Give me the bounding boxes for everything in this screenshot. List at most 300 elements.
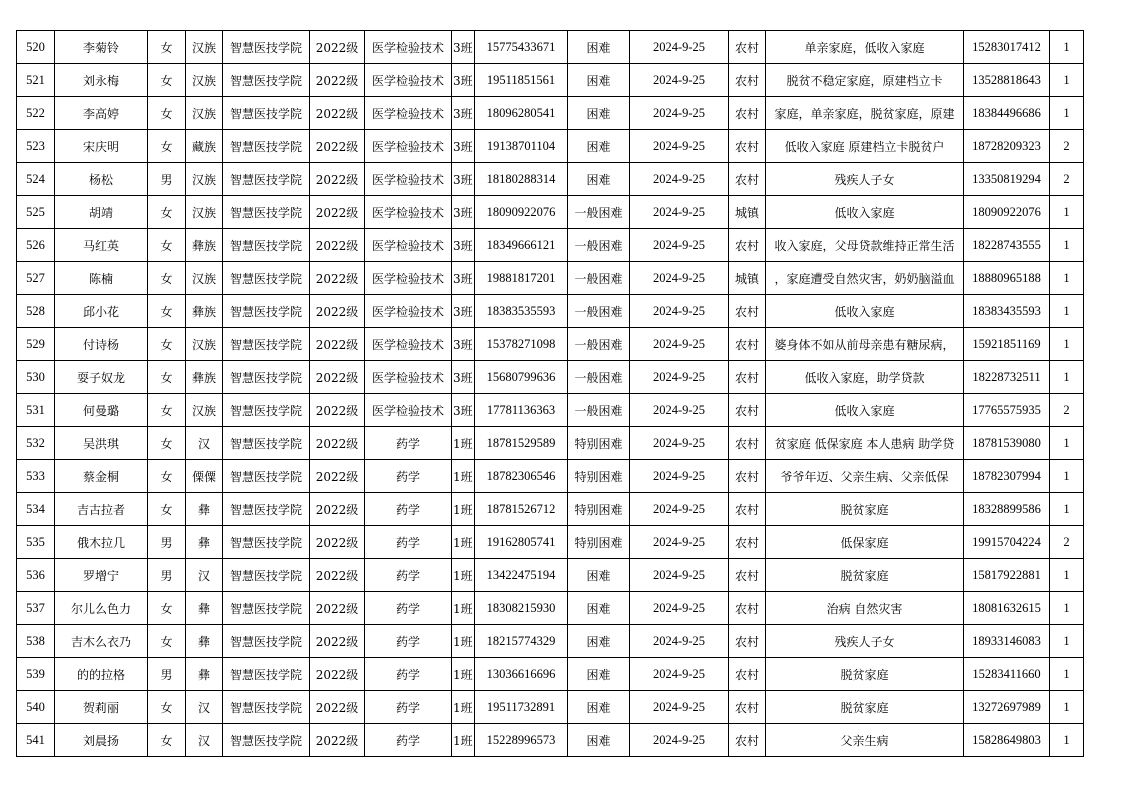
difficulty-level-cell: 困难 xyxy=(568,130,630,163)
class-cell: 3班 xyxy=(452,361,475,394)
contact-phone-cell: 15828649803 xyxy=(964,724,1050,757)
ethnicity-cell: 汉 xyxy=(186,427,223,460)
family-situation-cell: 低收入家庭，助学贷款 xyxy=(766,361,964,394)
count-cell: 1 xyxy=(1050,493,1084,526)
contact-phone-cell: 15817922881 xyxy=(964,559,1050,592)
gender-cell: 女 xyxy=(148,31,186,64)
phone-cell: 18349666121 xyxy=(475,229,568,262)
count-cell: 1 xyxy=(1050,427,1084,460)
phone-cell: 18215774329 xyxy=(475,625,568,658)
grade-cell: 2022级 xyxy=(310,229,365,262)
residence-cell: 农村 xyxy=(729,724,766,757)
major-cell: 药学 xyxy=(365,658,452,691)
college-cell: 智慧医技学院 xyxy=(223,130,310,163)
student-name-cell: 付诗杨 xyxy=(55,328,148,361)
date-cell: 2024-9-25 xyxy=(630,559,729,592)
phone-cell: 19881817201 xyxy=(475,262,568,295)
table-row xyxy=(17,724,1084,757)
residence-cell: 农村 xyxy=(729,526,766,559)
date-cell: 2024-9-25 xyxy=(630,229,729,262)
class-cell: 3班 xyxy=(452,31,475,64)
table-row xyxy=(17,361,1084,394)
count-cell: 1 xyxy=(1050,460,1084,493)
date-cell: 2024-9-25 xyxy=(630,31,729,64)
college-cell: 智慧医技学院 xyxy=(223,97,310,130)
residence-cell: 农村 xyxy=(729,130,766,163)
count-cell: 1 xyxy=(1050,64,1084,97)
table-row xyxy=(17,196,1084,229)
family-situation-cell: 婆身体不如从前母亲患有糖尿病， xyxy=(766,328,964,361)
row-number-cell: 534 xyxy=(17,493,55,526)
table-row xyxy=(17,460,1084,493)
family-situation-cell: 脱贫家庭 xyxy=(766,658,964,691)
phone-cell: 19138701104 xyxy=(475,130,568,163)
residence-cell: 农村 xyxy=(729,460,766,493)
date-cell: 2024-9-25 xyxy=(630,64,729,97)
college-cell: 智慧医技学院 xyxy=(223,559,310,592)
contact-phone-cell: 18782307994 xyxy=(964,460,1050,493)
student-name-cell: 罗增宁 xyxy=(55,559,148,592)
ethnicity-cell: 汉族 xyxy=(186,64,223,97)
ethnicity-cell: 彝 xyxy=(186,625,223,658)
contact-phone-cell: 18228732511 xyxy=(964,361,1050,394)
date-cell: 2024-9-25 xyxy=(630,691,729,724)
family-situation-cell: 贫家庭 低保家庭 本人患病 助学贷 xyxy=(766,427,964,460)
residence-cell: 农村 xyxy=(729,691,766,724)
college-cell: 智慧医技学院 xyxy=(223,658,310,691)
contact-phone-cell: 13272697989 xyxy=(964,691,1050,724)
gender-cell: 女 xyxy=(148,460,186,493)
count-cell: 1 xyxy=(1050,592,1084,625)
table-row xyxy=(17,526,1084,559)
count-cell: 1 xyxy=(1050,691,1084,724)
contact-phone-cell: 18081632615 xyxy=(964,592,1050,625)
difficulty-level-cell: 特别困难 xyxy=(568,460,630,493)
class-cell: 1班 xyxy=(452,691,475,724)
difficulty-level-cell: 一般困难 xyxy=(568,196,630,229)
row-number-cell: 529 xyxy=(17,328,55,361)
grade-cell: 2022级 xyxy=(310,196,365,229)
gender-cell: 女 xyxy=(148,130,186,163)
row-number-cell: 527 xyxy=(17,262,55,295)
phone-cell: 15680799636 xyxy=(475,361,568,394)
table-row xyxy=(17,229,1084,262)
college-cell: 智慧医技学院 xyxy=(223,526,310,559)
college-cell: 智慧医技学院 xyxy=(223,262,310,295)
college-cell: 智慧医技学院 xyxy=(223,691,310,724)
date-cell: 2024-9-25 xyxy=(630,625,729,658)
date-cell: 2024-9-25 xyxy=(630,724,729,757)
residence-cell: 农村 xyxy=(729,427,766,460)
college-cell: 智慧医技学院 xyxy=(223,295,310,328)
ethnicity-cell: 彝族 xyxy=(186,295,223,328)
contact-phone-cell: 19915704224 xyxy=(964,526,1050,559)
table-row xyxy=(17,31,1084,64)
ethnicity-cell: 彝 xyxy=(186,493,223,526)
gender-cell: 男 xyxy=(148,163,186,196)
row-number-cell: 530 xyxy=(17,361,55,394)
table-row xyxy=(17,394,1084,427)
count-cell: 1 xyxy=(1050,361,1084,394)
difficulty-level-cell: 特别困难 xyxy=(568,493,630,526)
student-name-cell: 吉木么衣乃 xyxy=(55,625,148,658)
table-row xyxy=(17,163,1084,196)
residence-cell: 城镇 xyxy=(729,196,766,229)
phone-cell: 18180288314 xyxy=(475,163,568,196)
phone-cell: 15378271098 xyxy=(475,328,568,361)
class-cell: 3班 xyxy=(452,262,475,295)
class-cell: 3班 xyxy=(452,130,475,163)
phone-cell: 17781136363 xyxy=(475,394,568,427)
college-cell: 智慧医技学院 xyxy=(223,460,310,493)
ethnicity-cell: 汉族 xyxy=(186,163,223,196)
phone-cell: 19511851561 xyxy=(475,64,568,97)
major-cell: 药学 xyxy=(365,724,452,757)
grade-cell: 2022级 xyxy=(310,427,365,460)
phone-cell: 18383535593 xyxy=(475,295,568,328)
grade-cell: 2022级 xyxy=(310,295,365,328)
grade-cell: 2022级 xyxy=(310,262,365,295)
grade-cell: 2022级 xyxy=(310,163,365,196)
residence-cell: 农村 xyxy=(729,97,766,130)
table-row xyxy=(17,64,1084,97)
count-cell: 1 xyxy=(1050,658,1084,691)
residence-cell: 农村 xyxy=(729,295,766,328)
student-name-cell: 蔡金桐 xyxy=(55,460,148,493)
residence-cell: 农村 xyxy=(729,31,766,64)
date-cell: 2024-9-25 xyxy=(630,493,729,526)
college-cell: 智慧医技学院 xyxy=(223,163,310,196)
difficulty-level-cell: 困难 xyxy=(568,559,630,592)
family-situation-cell: 脱贫家庭 xyxy=(766,559,964,592)
residence-cell: 农村 xyxy=(729,592,766,625)
family-situation-cell: 低收入家庭 xyxy=(766,295,964,328)
college-cell: 智慧医技学院 xyxy=(223,724,310,757)
family-situation-cell: 治病 自然灾害 xyxy=(766,592,964,625)
grade-cell: 2022级 xyxy=(310,658,365,691)
difficulty-level-cell: 困难 xyxy=(568,658,630,691)
phone-cell: 18781526712 xyxy=(475,493,568,526)
major-cell: 医学检验技术 xyxy=(365,163,452,196)
phone-cell: 18308215930 xyxy=(475,592,568,625)
count-cell: 1 xyxy=(1050,559,1084,592)
class-cell: 3班 xyxy=(452,163,475,196)
major-cell: 药学 xyxy=(365,526,452,559)
student-name-cell: 邱小花 xyxy=(55,295,148,328)
date-cell: 2024-9-25 xyxy=(630,262,729,295)
grade-cell: 2022级 xyxy=(310,559,365,592)
table-row xyxy=(17,130,1084,163)
family-situation-cell: 收入家庭，父母贷款维持正常生活 xyxy=(766,229,964,262)
residence-cell: 农村 xyxy=(729,394,766,427)
contact-phone-cell: 18328899586 xyxy=(964,493,1050,526)
phone-cell: 19511732891 xyxy=(475,691,568,724)
ethnicity-cell: 彝族 xyxy=(186,229,223,262)
gender-cell: 女 xyxy=(148,328,186,361)
date-cell: 2024-9-25 xyxy=(630,460,729,493)
count-cell: 2 xyxy=(1050,163,1084,196)
row-number-cell: 521 xyxy=(17,64,55,97)
row-number-cell: 532 xyxy=(17,427,55,460)
grade-cell: 2022级 xyxy=(310,493,365,526)
ethnicity-cell: 汉族 xyxy=(186,394,223,427)
family-situation-cell: 脱贫家庭 xyxy=(766,493,964,526)
major-cell: 医学检验技术 xyxy=(365,196,452,229)
difficulty-level-cell: 困难 xyxy=(568,97,630,130)
ethnicity-cell: 汉族 xyxy=(186,262,223,295)
table-row xyxy=(17,625,1084,658)
class-cell: 1班 xyxy=(452,559,475,592)
date-cell: 2024-9-25 xyxy=(630,592,729,625)
family-situation-cell: 脱贫家庭 xyxy=(766,691,964,724)
major-cell: 医学检验技术 xyxy=(365,97,452,130)
date-cell: 2024-9-25 xyxy=(630,658,729,691)
ethnicity-cell: 汉族 xyxy=(186,97,223,130)
contact-phone-cell: 13350819294 xyxy=(964,163,1050,196)
college-cell: 智慧医技学院 xyxy=(223,493,310,526)
row-number-cell: 537 xyxy=(17,592,55,625)
class-cell: 1班 xyxy=(452,658,475,691)
grade-cell: 2022级 xyxy=(310,328,365,361)
count-cell: 1 xyxy=(1050,295,1084,328)
difficulty-level-cell: 特别困难 xyxy=(568,526,630,559)
contact-phone-cell: 18383435593 xyxy=(964,295,1050,328)
contact-phone-cell: 18228743555 xyxy=(964,229,1050,262)
gender-cell: 女 xyxy=(148,64,186,97)
ethnicity-cell: 彝 xyxy=(186,526,223,559)
grade-cell: 2022级 xyxy=(310,64,365,97)
gender-cell: 女 xyxy=(148,427,186,460)
grade-cell: 2022级 xyxy=(310,724,365,757)
row-number-cell: 536 xyxy=(17,559,55,592)
count-cell: 1 xyxy=(1050,97,1084,130)
row-number-cell: 531 xyxy=(17,394,55,427)
row-number-cell: 539 xyxy=(17,658,55,691)
gender-cell: 女 xyxy=(148,361,186,394)
class-cell: 1班 xyxy=(452,526,475,559)
ethnicity-cell: 汉 xyxy=(186,559,223,592)
residence-cell: 农村 xyxy=(729,361,766,394)
gender-cell: 女 xyxy=(148,229,186,262)
ethnicity-cell: 汉 xyxy=(186,724,223,757)
row-number-cell: 528 xyxy=(17,295,55,328)
count-cell: 2 xyxy=(1050,526,1084,559)
difficulty-level-cell: 一般困难 xyxy=(568,361,630,394)
student-name-cell: 尔儿么色力 xyxy=(55,592,148,625)
class-cell: 3班 xyxy=(452,97,475,130)
gender-cell: 女 xyxy=(148,394,186,427)
major-cell: 医学检验技术 xyxy=(365,328,452,361)
student-name-cell: 杨松 xyxy=(55,163,148,196)
class-cell: 3班 xyxy=(452,64,475,97)
contact-phone-cell: 18781539080 xyxy=(964,427,1050,460)
residence-cell: 农村 xyxy=(729,229,766,262)
count-cell: 1 xyxy=(1050,31,1084,64)
family-situation-cell: 低收入家庭 xyxy=(766,394,964,427)
major-cell: 医学检验技术 xyxy=(365,295,452,328)
gender-cell: 男 xyxy=(148,658,186,691)
difficulty-level-cell: 一般困难 xyxy=(568,394,630,427)
count-cell: 2 xyxy=(1050,394,1084,427)
row-number-cell: 524 xyxy=(17,163,55,196)
major-cell: 药学 xyxy=(365,460,452,493)
residence-cell: 农村 xyxy=(729,559,766,592)
difficulty-level-cell: 一般困难 xyxy=(568,229,630,262)
phone-cell: 18782306546 xyxy=(475,460,568,493)
major-cell: 医学检验技术 xyxy=(365,394,452,427)
ethnicity-cell: 汉族 xyxy=(186,328,223,361)
major-cell: 药学 xyxy=(365,625,452,658)
contact-phone-cell: 15283017412 xyxy=(964,31,1050,64)
date-cell: 2024-9-25 xyxy=(630,295,729,328)
difficulty-level-cell: 困难 xyxy=(568,625,630,658)
date-cell: 2024-9-25 xyxy=(630,163,729,196)
gender-cell: 女 xyxy=(148,724,186,757)
ethnicity-cell: 藏族 xyxy=(186,130,223,163)
college-cell: 智慧医技学院 xyxy=(223,592,310,625)
table-row xyxy=(17,328,1084,361)
residence-cell: 农村 xyxy=(729,493,766,526)
phone-cell: 13036616696 xyxy=(475,658,568,691)
gender-cell: 男 xyxy=(148,559,186,592)
date-cell: 2024-9-25 xyxy=(630,196,729,229)
college-cell: 智慧医技学院 xyxy=(223,31,310,64)
contact-phone-cell: 18728209323 xyxy=(964,130,1050,163)
contact-phone-cell: 18384496686 xyxy=(964,97,1050,130)
difficulty-level-cell: 困难 xyxy=(568,691,630,724)
contact-phone-cell: 18880965188 xyxy=(964,262,1050,295)
student-name-cell: 吉古拉者 xyxy=(55,493,148,526)
college-cell: 智慧医技学院 xyxy=(223,625,310,658)
gender-cell: 女 xyxy=(148,625,186,658)
college-cell: 智慧医技学院 xyxy=(223,427,310,460)
class-cell: 1班 xyxy=(452,493,475,526)
difficulty-level-cell: 一般困难 xyxy=(568,295,630,328)
family-situation-cell: 低收入家庭 原建档立卡脱贫户 xyxy=(766,130,964,163)
residence-cell: 农村 xyxy=(729,163,766,196)
grade-cell: 2022级 xyxy=(310,526,365,559)
class-cell: 1班 xyxy=(452,625,475,658)
difficulty-level-cell: 困难 xyxy=(568,163,630,196)
college-cell: 智慧医技学院 xyxy=(223,394,310,427)
student-name-cell: 何曼璐 xyxy=(55,394,148,427)
phone-cell: 15775433671 xyxy=(475,31,568,64)
grade-cell: 2022级 xyxy=(310,394,365,427)
row-number-cell: 540 xyxy=(17,691,55,724)
major-cell: 药学 xyxy=(365,691,452,724)
phone-cell: 15228996573 xyxy=(475,724,568,757)
family-situation-cell: 单亲家庭，低收入家庭 xyxy=(766,31,964,64)
contact-phone-cell: 15921851169 xyxy=(964,328,1050,361)
count-cell: 1 xyxy=(1050,625,1084,658)
family-situation-cell: 残疾人子女 xyxy=(766,625,964,658)
date-cell: 2024-9-25 xyxy=(630,394,729,427)
row-number-cell: 525 xyxy=(17,196,55,229)
grade-cell: 2022级 xyxy=(310,130,365,163)
major-cell: 医学检验技术 xyxy=(365,130,452,163)
student-name-cell: 李高婷 xyxy=(55,97,148,130)
count-cell: 1 xyxy=(1050,328,1084,361)
residence-cell: 农村 xyxy=(729,658,766,691)
student-name-cell: 吴洪琪 xyxy=(55,427,148,460)
contact-phone-cell: 18090922076 xyxy=(964,196,1050,229)
difficulty-level-cell: 特别困难 xyxy=(568,427,630,460)
major-cell: 医学检验技术 xyxy=(365,361,452,394)
difficulty-level-cell: 困难 xyxy=(568,724,630,757)
difficulty-level-cell: 一般困难 xyxy=(568,262,630,295)
ethnicity-cell: 汉族 xyxy=(186,31,223,64)
table-body xyxy=(17,31,1084,757)
row-number-cell: 523 xyxy=(17,130,55,163)
table-row xyxy=(17,295,1084,328)
table-row xyxy=(17,262,1084,295)
family-situation-cell: 低收入家庭 xyxy=(766,196,964,229)
phone-cell: 19162805741 xyxy=(475,526,568,559)
date-cell: 2024-9-25 xyxy=(630,130,729,163)
class-cell: 3班 xyxy=(452,229,475,262)
family-situation-cell: 爷爷年迈、父亲生病、父亲低保 xyxy=(766,460,964,493)
difficulty-level-cell: 困难 xyxy=(568,592,630,625)
grade-cell: 2022级 xyxy=(310,361,365,394)
gender-cell: 女 xyxy=(148,493,186,526)
class-cell: 3班 xyxy=(452,295,475,328)
major-cell: 药学 xyxy=(365,493,452,526)
student-name-cell: 俄木拉几 xyxy=(55,526,148,559)
date-cell: 2024-9-25 xyxy=(630,361,729,394)
table-row xyxy=(17,592,1084,625)
date-cell: 2024-9-25 xyxy=(630,97,729,130)
major-cell: 药学 xyxy=(365,427,452,460)
class-cell: 1班 xyxy=(452,427,475,460)
major-cell: 医学检验技术 xyxy=(365,64,452,97)
row-number-cell: 541 xyxy=(17,724,55,757)
family-situation-cell: 脱贫不稳定家庭，原建档立卡 xyxy=(766,64,964,97)
family-situation-cell: ，家庭遭受自然灾害，奶奶脑溢血 xyxy=(766,262,964,295)
table-row xyxy=(17,658,1084,691)
grade-cell: 2022级 xyxy=(310,97,365,130)
residence-cell: 城镇 xyxy=(729,262,766,295)
family-situation-cell: 父亲生病 xyxy=(766,724,964,757)
gender-cell: 女 xyxy=(148,97,186,130)
grade-cell: 2022级 xyxy=(310,691,365,724)
phone-cell: 18090922076 xyxy=(475,196,568,229)
count-cell: 1 xyxy=(1050,262,1084,295)
ethnicity-cell: 傈僳 xyxy=(186,460,223,493)
student-name-cell: 胡靖 xyxy=(55,196,148,229)
grade-cell: 2022级 xyxy=(310,31,365,64)
college-cell: 智慧医技学院 xyxy=(223,328,310,361)
student-table xyxy=(16,30,1084,757)
grade-cell: 2022级 xyxy=(310,592,365,625)
residence-cell: 农村 xyxy=(729,625,766,658)
student-name-cell: 刘晨扬 xyxy=(55,724,148,757)
date-cell: 2024-9-25 xyxy=(630,328,729,361)
date-cell: 2024-9-25 xyxy=(630,427,729,460)
class-cell: 3班 xyxy=(452,394,475,427)
college-cell: 智慧医技学院 xyxy=(223,64,310,97)
class-cell: 3班 xyxy=(452,328,475,361)
gender-cell: 女 xyxy=(148,262,186,295)
ethnicity-cell: 彝族 xyxy=(186,361,223,394)
class-cell: 1班 xyxy=(452,592,475,625)
student-name-cell: 马红英 xyxy=(55,229,148,262)
contact-phone-cell: 15283411660 xyxy=(964,658,1050,691)
contact-phone-cell: 13528818643 xyxy=(964,64,1050,97)
student-name-cell: 的的拉格 xyxy=(55,658,148,691)
family-situation-cell: 低保家庭 xyxy=(766,526,964,559)
phone-cell: 18096280541 xyxy=(475,97,568,130)
college-cell: 智慧医技学院 xyxy=(223,229,310,262)
